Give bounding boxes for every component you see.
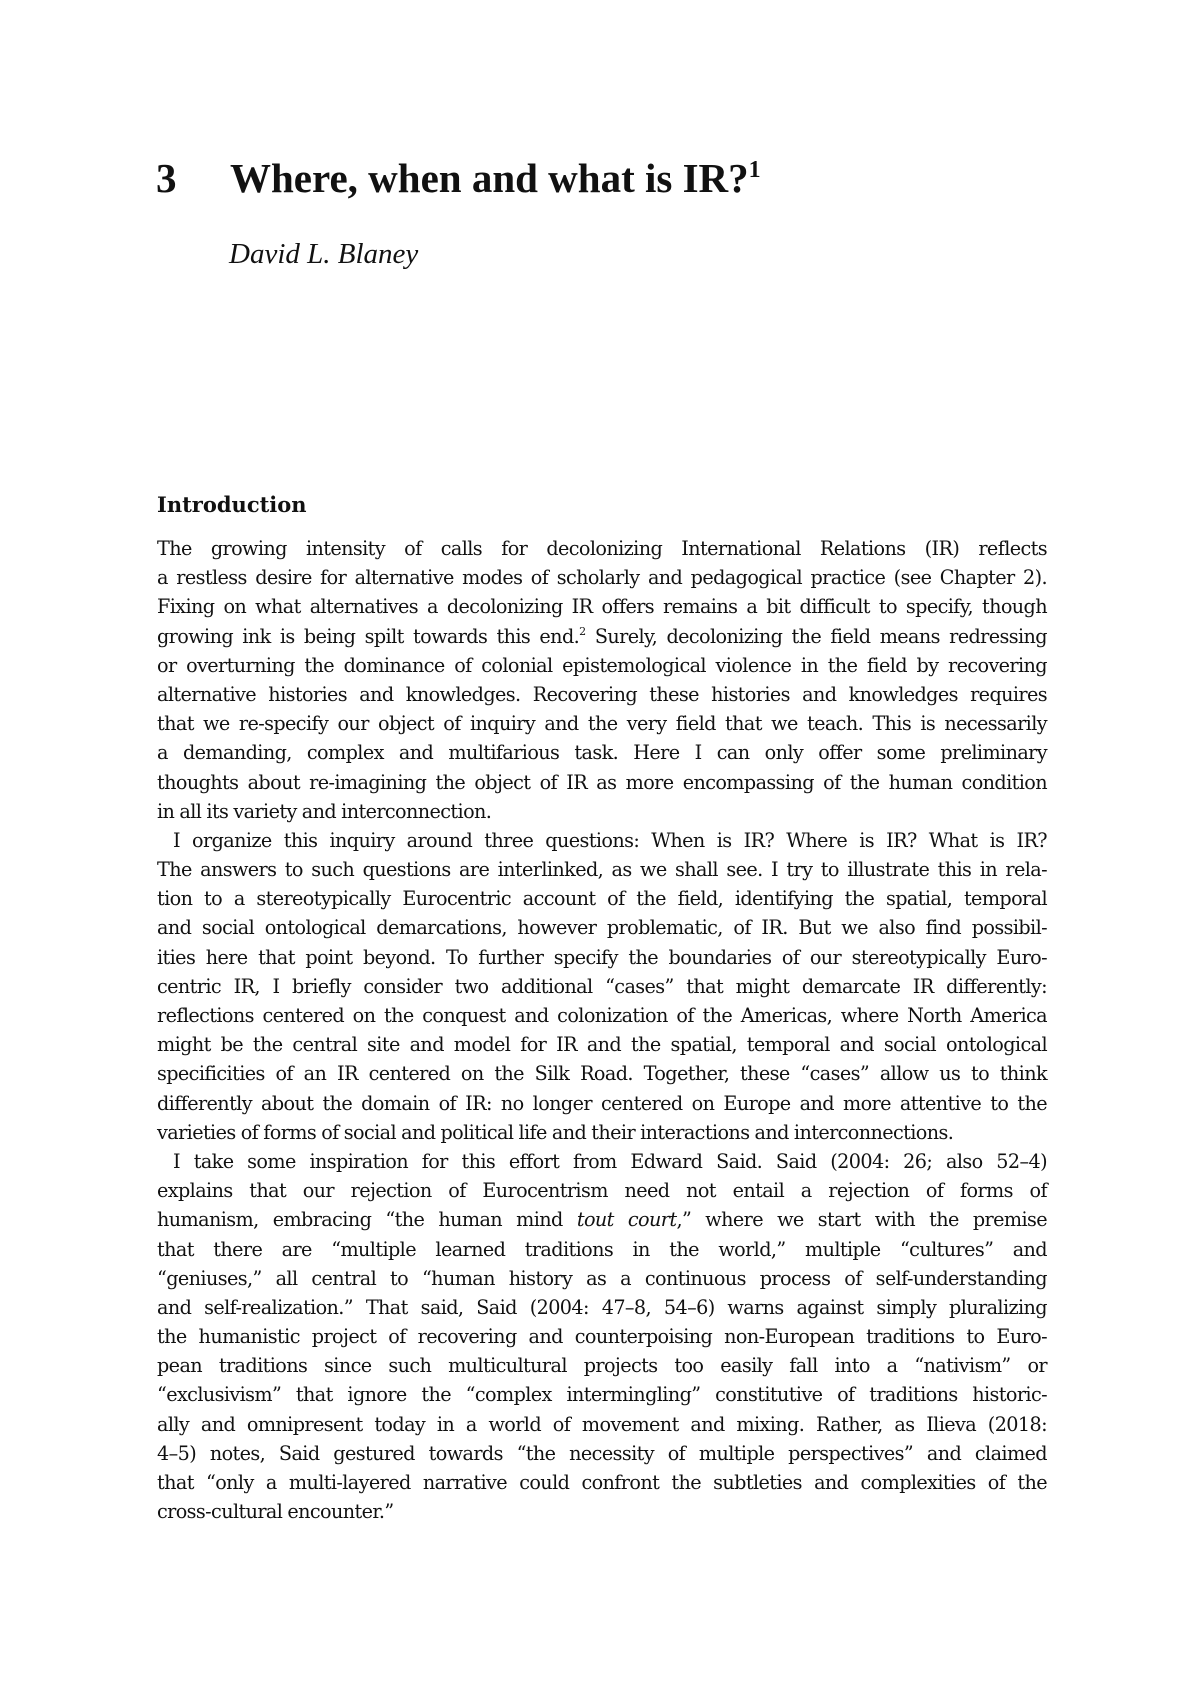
text-line: a demanding, complex and multifarious task. Here I can only offer some preliminary (157, 741, 1047, 765)
text-line: alternative histories and knowledges. Recovering these histories and knowledges requires (157, 682, 1047, 706)
author-name: David L. Blaney (229, 238, 419, 270)
text-line: cross-cultural encounter.” (157, 1500, 394, 1524)
text-line: the humanistic project of recovering and counterpoising non-European traditions to Euro- (157, 1325, 1047, 1349)
text-line: might be the central site and model for IR and the spatial, temporal and social ontological (157, 1033, 1047, 1057)
text-line: 4–5) notes, Said gestured towards “the necessity of multiple perspectives” and claimed (157, 1441, 1047, 1465)
text-line: The growing intensity of calls for decolonizing International Relations (IR) reflects (157, 537, 1047, 560)
paragraph-1 (157, 534, 1047, 826)
text-line: centric IR, I briefly consider two additional “cases” that might demarcate IR differently: (157, 974, 1047, 998)
text-line: and self-realization.” That said, Said (2004: 47–8, 54–6) warns against simply pluralizing (157, 1295, 1047, 1319)
text-line: differently about the domain of IR: no longer centered on Europe and more attentive to the (157, 1091, 1047, 1115)
text-line (157, 622, 1047, 651)
text-line: I take some inspiration for this effort from Edward Said. Said (2004: 26; also 52–4) (173, 1149, 1047, 1173)
text-line: specificities of an IR centered on the Silk Road. Together, these “cases” allow us to think (157, 1062, 1047, 1086)
chapter-title: Where, when and what is IR? (230, 155, 749, 201)
text-line: ities here that point beyond. To further specify the boundaries of our stereotypically Euro- (157, 945, 1047, 969)
text-segment: ,” where we start with the premise (676, 1208, 1047, 1232)
body-text (157, 534, 1047, 1526)
text-line: thoughts about re-imagining the object of IR as more encompassing of the human condition (157, 770, 1047, 794)
paragraph-2 (157, 826, 1047, 1147)
text-line: pean traditions since such multicultural projects too easily fall into a “nativism” or (157, 1354, 1047, 1378)
chapter-heading (156, 148, 761, 208)
paragraph-3 (157, 1147, 1047, 1526)
text-line: a restless desire for alternative modes of scholarly and pedagogical practice (see Chapter 2). (157, 566, 1047, 590)
chapter-number: 3 (156, 155, 177, 201)
text-line: that there are “multiple learned traditions in the world,” multiple “cultures” and (157, 1237, 1047, 1261)
text-line: that we re-specify our object of inquiry and the very field that we teach. This is necessarily (157, 712, 1047, 736)
footnote-ref-1[interactable]: 1 (748, 157, 761, 183)
text-line: “geniuses,” all central to “human history as a continuous process of self-understanding (157, 1266, 1047, 1290)
text-line: I organize this inquiry around three questions: When is IR? Where is IR? What is IR? (173, 828, 1047, 852)
text-line (157, 1205, 1047, 1234)
section-heading: Introduction (157, 492, 307, 517)
text-line: reflections centered on the conquest and colonization of the Americas, where North America (157, 1004, 1047, 1027)
italic-phrase: tout court (576, 1208, 677, 1232)
text-line: varieties of forms of social and political life and their interactions and interconnections. (157, 1120, 954, 1144)
text-line: Fixing on what alternatives a decolonizing IR offers remains a bit difficult to specify, though (157, 595, 1047, 619)
text-segment: humanism, embracing “the human mind (157, 1208, 577, 1232)
text-line: “exclusivism” that ignore the “complex intermingling” constitutive of traditions historic- (157, 1383, 1047, 1407)
footnote-ref-2[interactable]: 2 (579, 624, 586, 638)
text-segment: growing ink is being spilt towards this end. (157, 624, 580, 648)
text-segment: Surely, decolonizing the field means redressing (585, 624, 1047, 648)
text-line: tion to a stereotypically Eurocentric account of the field, identifying the spatial, temporal (157, 887, 1047, 911)
text-line: The answers to such questions are interlinked, as we shall see. I try to illustrate this in rela- (157, 858, 1047, 882)
text-line: that “only a multi-layered narrative could confront the subtleties and complexities of the (157, 1471, 1047, 1494)
text-line: and social ontological demarcations, however problematic, of IR. But we also find possibil- (157, 916, 1047, 940)
text-line: explains that our rejection of Eurocentrism need not entail a rejection of forms of (157, 1179, 1047, 1203)
text-line: in all its variety and interconnection. (157, 799, 492, 823)
text-line: ally and omnipresent today in a world of movement and mixing. Rather, as Ilieva (2018: (157, 1412, 1047, 1436)
text-line: or overturning the dominance of colonial epistemological violence in the field by recovering (157, 653, 1047, 677)
